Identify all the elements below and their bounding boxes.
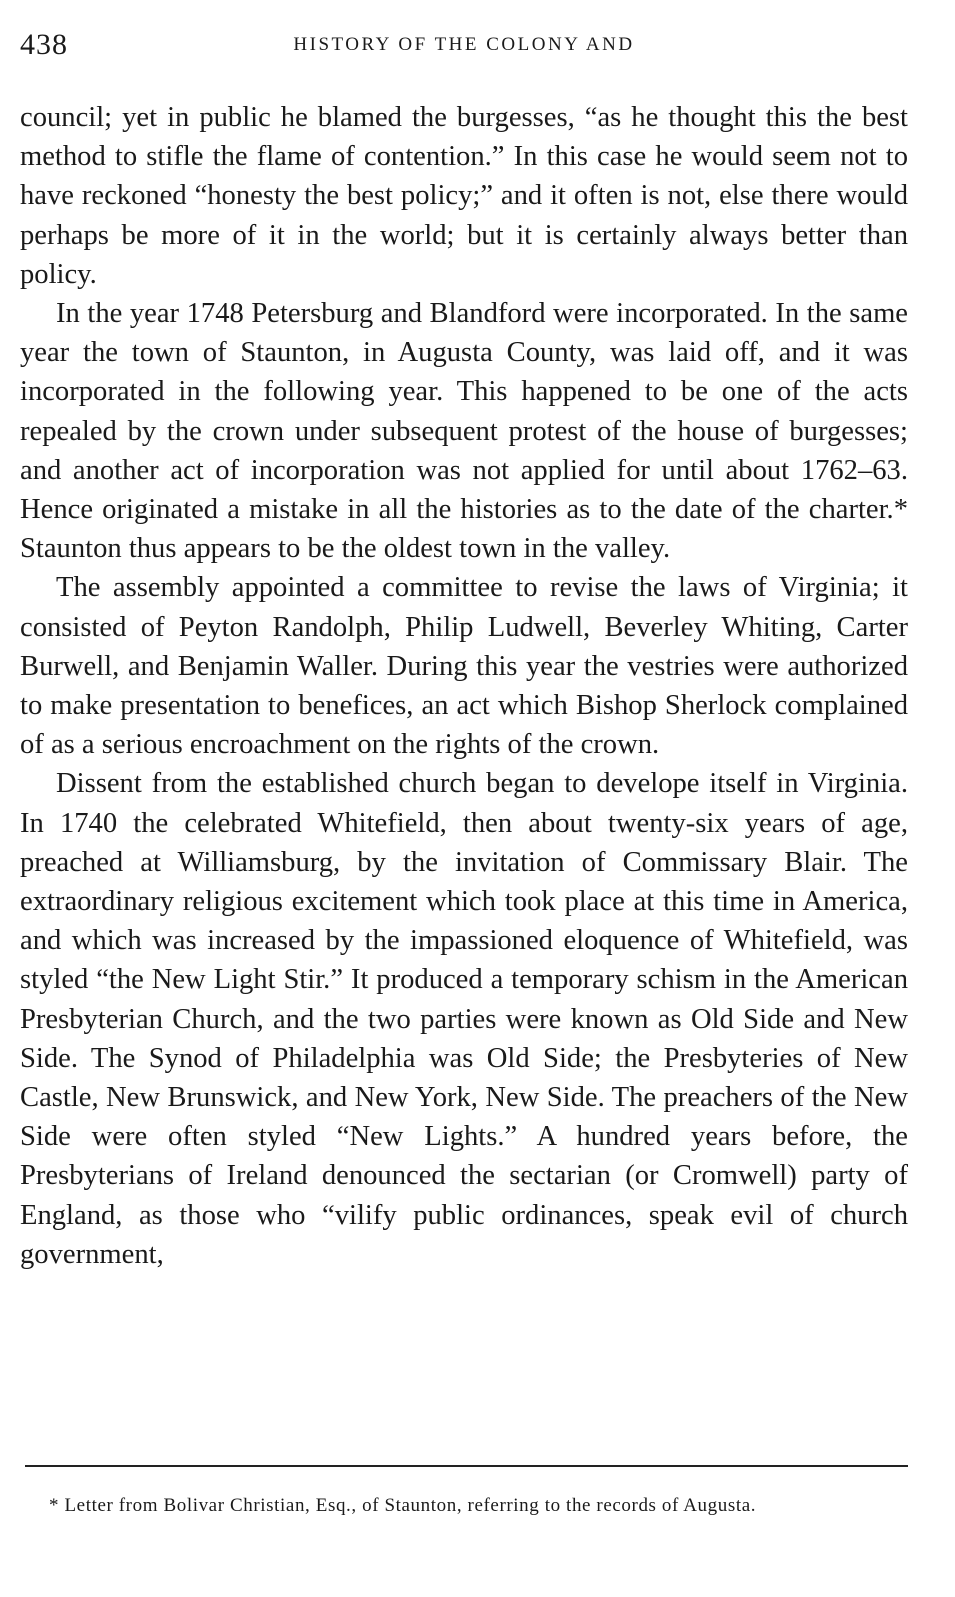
running-title: HISTORY OF THE COLONY AND [293,34,635,55]
running-head [20,22,908,62]
paragraph: In the year 1748 Petersburg and Blandford were incorporated. In the same year the town of Staunton, in Augusta County, was laid off, and it was incorporated in the following year. This happened to be one of the acts repealed by the crown under subsequent protest of the house of burgesses; and another act of incorporation was not applied for until about 1762–63. Hence originated a mistake in all the histories as to the date of the charter.* Staunton thus appears to be the oldest town in the valley. [20,298,908,565]
body-text [20,98,908,1274]
paragraph: Dissent from the established church began to develope itself in Virginia. In 1740 the celebrated Whitefield, then about twenty-six years of age, preached at Williamsburg, by the invitation of Commissary Blair. The extraordinary religious excitement which took place at this time in America, and which was increased by the impassioned eloquence of Whitefield, was styled “the New Light Stir.” It produced a temporary schism in the American Presbyterian Church, and the two parties were known as Old Side and New Side. The Synod of Philadelphia was Old Side; the Presbyteries of New Castle, New Brunswick, and New York, New Side. The preachers of the New Side were often styled “New Lights.” A hundred years before, the Presbyterians of Ireland denounced the sectarian (or Cromwell) party of England, as those who “vilify public ordinances, speak evil of church government, [20,768,908,1270]
page-number: 438 [20,28,68,61]
footnote-divider [25,1465,908,1467]
book-page [20,22,908,1274]
paragraph: The assembly appointed a committee to revise the laws of Virginia; it consisted of Peyton Randolph, Philip Ludwell, Beverley Whiting, Carter Burwell, and Benjamin Waller. During this year the vestries were authorized to make presentation to benefices, an act which Bishop Sherlock complained of as a serious encroachment on the rights of the crown. [20,572,908,761]
paragraph-continuation: council; yet in public he blamed the burgesses, “as he thought this the best method to stifle the flame of contention.” In this case he would seem not to have reckoned “honesty the best policy;” and it often is not, else there would perhaps be more of it in the world; but it is certainly always better than policy. [20,102,908,290]
footnote: * Letter from Bolivar Christian, Esq., of Staunton, referring to the records of Augusta. [49,1495,757,1516]
